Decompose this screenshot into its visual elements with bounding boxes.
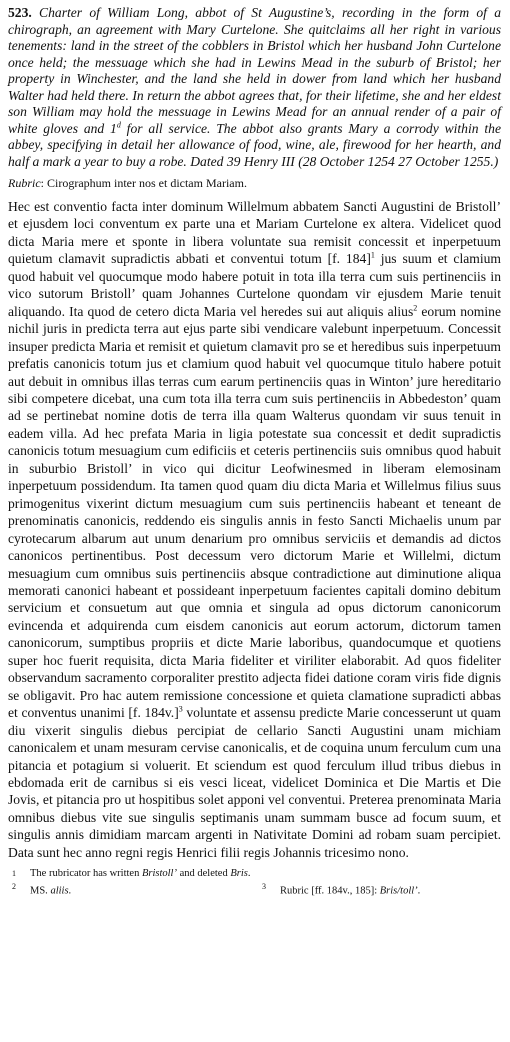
rubric-label: Rubric	[8, 176, 41, 190]
summary-text: Charter of William Long, abbot of St Augustine’s, recording in the form of a chirograph, an agreement with Mary Curtelone. She quitclaims all her right in various tenements: land in the street of the cobblers in Bristol which her husband John Curtelone once held; the messuage which she had in Lewins Mead in the suburb of Bristol; her property in Winchester, and the land she held in dower from land which her husband Walter had held there. In return the abbot agrees that, for their lifetime, she and her eldest son William may hold the messuage in Lewins Mead for an annual render of a pair of white gloves and 1	[8, 5, 501, 136]
latin-text-part-2: jus suum et clamium quod habuit vel quocumque modo habere potuit in tota illa terra cum suis pertinenciis in vico sutorum Bristoll’ quam Johannes Curtelone quondam vir ejusdem Marie tenuit aliquando. Ita quod de cetero dicta Maria vel heredes sui aut aliquis alius	[8, 251, 501, 319]
footnote-3-text-a: Rubric [ff. 184v., 185]:	[280, 885, 380, 897]
rubric-text: : Cirographum inter nos et dictam Mariam.	[40, 176, 247, 190]
footnote-ref-2[interactable]: 2	[413, 303, 418, 313]
latin-text-part-4: voluntate et assensu predicte Marie concesserunt ut quam diu vixerit singulis diebus percipiat de cellario Sancti Augustini unam michiam canonicalem et unam mesuram cervise canonicalis, et de coquina unum ferculum cum una pitancia et potagium si voluerit. Et sciendum est quod ferculum illud tribus diebus in ebdomada erit de carnibus si eis vesci liceat, videlicet Dominica et Die Martis et Die Jovis, et pitancia pro ut hospitibus solet apponi vel conventui. Preterea prenominata Maria omnibus diebus vite sue singulis septimanis unam summam busce ad focum suum, et singulis annis dimidiam marcam argenti in Nativitate Domini ad robam suam percipiet. Data sunt hec anno regni regis Henrici filii regis Johannis tricesimo nono.	[8, 705, 501, 860]
footnote-1-text-c: and deleted	[176, 868, 231, 880]
footnote-1-text-d: Bris	[230, 868, 248, 880]
footnote-2-text-c: .	[68, 885, 72, 897]
footnote-row-2-3	[8, 880, 501, 898]
latin-text-part-1: Hec est conventio facta inter dominum Willelmum abbatem Sancti Augustini de Bristoll’ et ejusdem loci conventum ex parte una et Mariam Curtelone ex altera. Videlicet quod dicta Maria mere et sponte in libera voluntate sua remisit concessit et inperpetuum quietum clamavit supradictis abbati et conventui totum [f. 184]	[8, 199, 501, 267]
summary-text-cont: for all service. The abbot also grants Mary a corrody within the abbey, specifying in detail her allowance of food, wine, ale, firewood for her hearth, and half a mark a year to buy a robe. Dated 39 Henry III (28 October 1254 27 October 1255.)	[8, 120, 501, 169]
footnote-ref-3[interactable]: 3	[178, 704, 183, 714]
rubric-line	[8, 176, 501, 191]
footnotes	[8, 867, 501, 898]
footnote-1-mark: 1	[12, 869, 16, 879]
footnote-2-text-b: aliis	[50, 885, 69, 897]
footnote-2-text-a: MS.	[30, 885, 51, 897]
charter-number: 523.	[8, 5, 32, 20]
footnote-3	[258, 880, 501, 898]
footnote-1-text	[30, 867, 250, 880]
footnote-1-text-e: .	[247, 868, 251, 880]
footnote-2	[8, 880, 258, 898]
footnote-ref-1[interactable]: 1	[370, 250, 375, 260]
footnote-3-mark: 3	[262, 882, 266, 892]
footnote-3-text-c: .	[417, 885, 421, 897]
charter-summary	[8, 5, 501, 170]
latin-text	[8, 198, 501, 861]
footnote-2-mark: 2	[12, 882, 16, 892]
footnote-1	[8, 867, 501, 880]
footnote-3-text-b: Bris/toll’	[379, 885, 418, 897]
footnote-1-text-b: Bristoll’	[141, 868, 177, 880]
pence-abbrev: d	[116, 119, 121, 129]
footnote-1-text-a: The rubricator has written	[30, 868, 142, 880]
latin-text-part-3: eorum nomine nichil juris in predicta terra aut ejus parte sibi vendicare valebunt inperpetuum. Concessit insuper predicta Maria et remisit et quietum clamavit pro se et heredibus suis inperpetuum prefatis canonicis totum jus et clamium quod habuit vel quocumque titulo habere potuit aut debuit in omnibus illas terras cum earum pertinenciis quas in Winton’ jure hereditario sibi competere dicebat, una cum tota illa terra cum suis pertinenciis in Abbedeston’ quam ad se pertinebat nomine dotis de terra illa quam Walterus quondam vir suus tenuit in eadem villa. Ad hec prefata Maria in ligia potestate sua concessit et dedit supradictis canonicis totum mesuagium cum edificiis et ceteris pertinenciis suis omnibus quod habuit in suburbio Bristoll’ in vico qui dicitur Leofwinesmed in liberam elemosinam inperpetuum possidendum. Ita tamen quod quam diu dicta Maria et Willelmus filius suus primogenitus vixerint dictum mesuagium cum suis pertinenciis habeant et teneant de prenominatis canonicis, reddendo eis singulis annis in festo Sancti Michaelis unum par cyrotecarum albarum aut unum denarium pro omnibus serviciis et demandis ad dictos canonicos pertinentibus. Post decessum vero dictorum Marie et Willelmi, dictum mesuagium cum omnibus suis pertinenciis absque contradictione aut diminutione aliqua memorati canonici habeant et possideant inperpetuum facientes capitali domino debitum servicium et consuetum aut que omnia et singula ad opus dictorum canonicorum evincenda et adquirenda cum eisdem canonicis aut eorum actorum, dictorum tamen canonicorum, sumptibus propriis et dicte Marie laboribus, quandocumque et quotiens super hoc fuerit requisita, dicta Maria fideliter et viriliter elaborabit. Ad quos fideliter observandum sacramento corporaliter prestito adjecta fidei datione coram viris fide dignis se obligavit. Pro hac autem remissione concessione et quieta clamatione supradicti abbas et conventus unanimi [f. 184v.]	[8, 303, 501, 721]
